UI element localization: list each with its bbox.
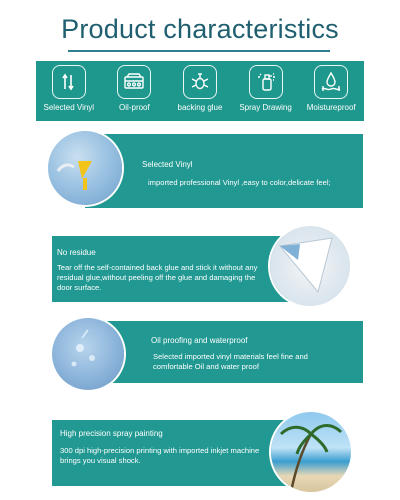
page-title: Product characteristics [61,14,339,44]
peeling-sticker-photo [270,226,350,306]
section-title: No residue [57,248,96,257]
section-text: 300 dpi high-precision printing with imported inkjet machine brings you visual shock. [60,446,260,465]
water-drop-icon [314,65,348,99]
feature-spray-drawing: Spray Drawing [235,65,297,112]
beach-print-photo [271,412,351,492]
feature-backing-glue: backing glue [169,65,231,112]
section-text: Tear off the self-contained back glue and stick it without any residual glue,without peeling off the glue and damaging the door surface. [57,263,258,292]
feature-oil-proof: Oil-proof [103,65,165,112]
features-bar [36,61,364,121]
spray-can-icon [249,65,283,99]
vinyl-roll-icon [52,65,86,99]
stove-icon [117,65,151,99]
scraper-illustration [48,131,122,205]
section-panel-vinyl [85,134,363,208]
vinyl-scraper-photo [48,131,122,205]
peel-illustration [270,226,350,306]
water-drops-photo [52,318,124,390]
section-text: imported professional Vinyl ,easy to color,delicate feel; [148,178,331,187]
section-title: High precision spray painting [60,429,163,438]
glue-icon [183,65,217,99]
palm-tree-illustration [271,412,351,492]
feature-selected-vinyl: Selected Vinyl [38,65,100,112]
title-underline [68,50,330,52]
drops-illustration [52,318,124,390]
section-text: Selected imported vinyl materials feel fine and comfortable Oil and water proof [153,352,308,371]
section-title: Selected Vinyl [142,160,193,169]
section-title: Oil proofing and waterproof [151,336,248,345]
feature-moistureproof: Moistureproof [300,65,362,112]
